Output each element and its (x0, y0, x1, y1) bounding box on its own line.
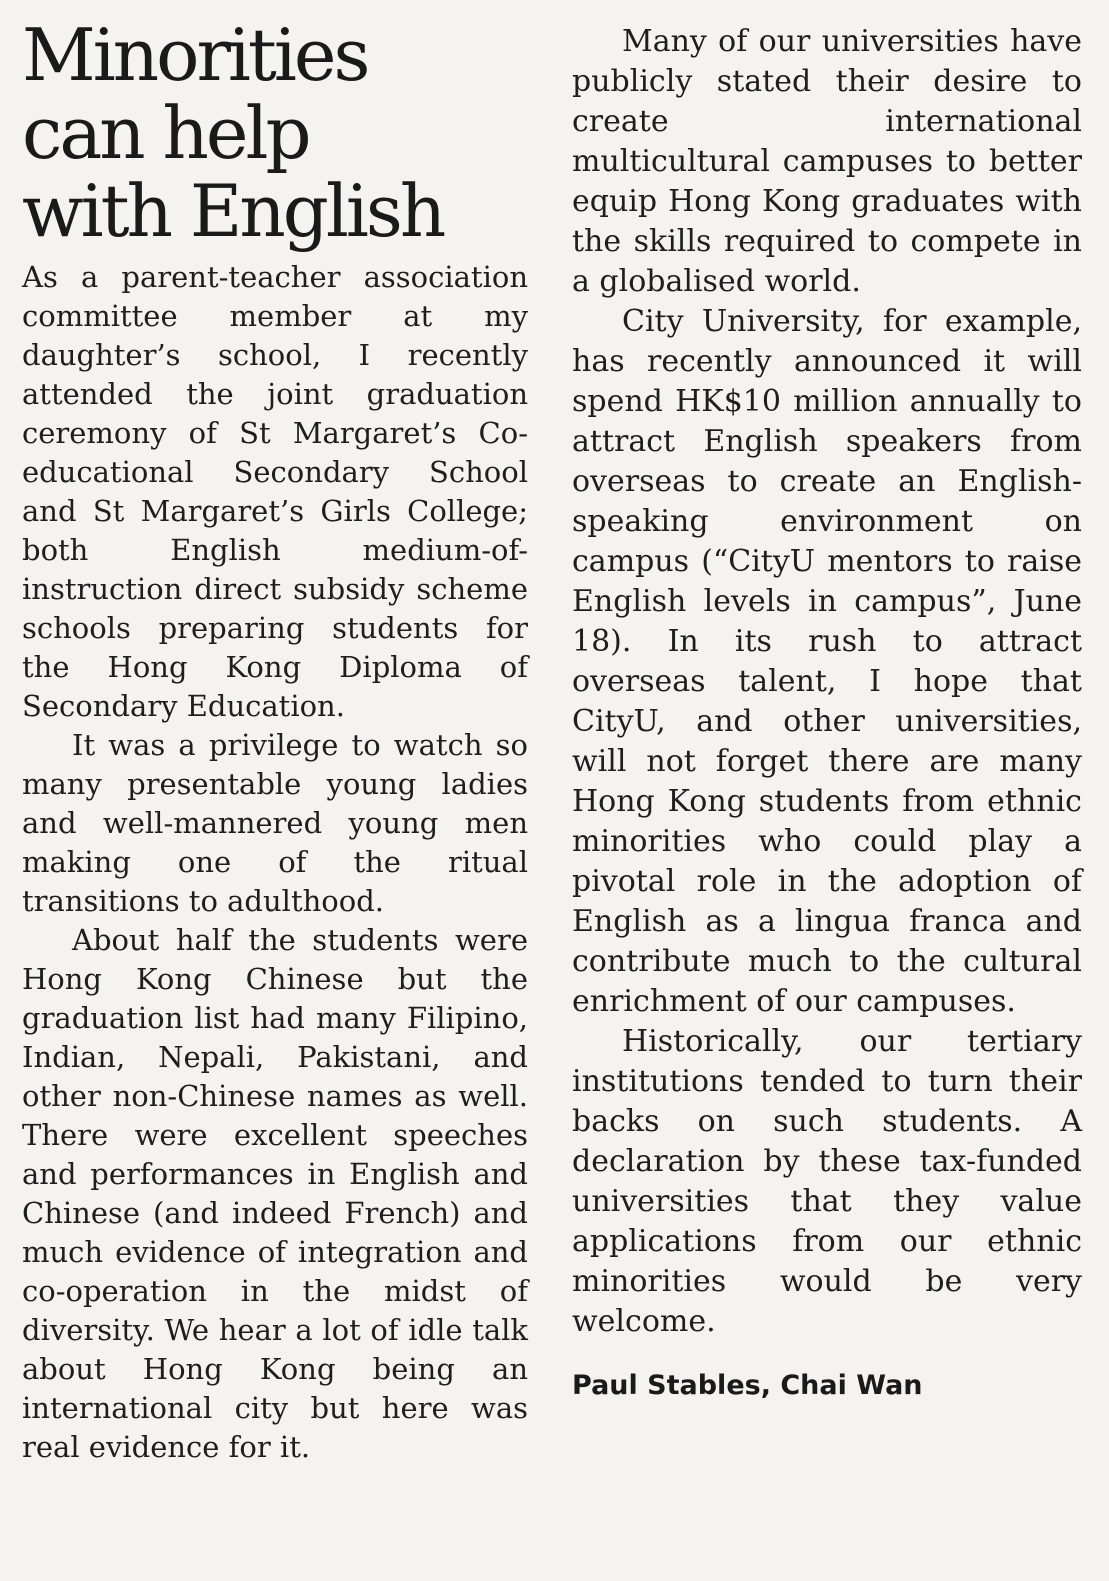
paragraph: Historically, our tertiary institutions tended to turn their backs on such students. A declaration by these tax-funded universities that they value applications from our ethnic minorities would be very welcome. (572, 1024, 1082, 1339)
headline-line: Minorities (22, 13, 368, 97)
paragraph: It was a privilege to watch so many presentable young ladies and well-mannered young men making one of the ritual transitions to adulthood. (22, 728, 528, 918)
left-column (22, 13, 528, 1467)
right-column (572, 22, 1082, 1404)
author-signature: Paul Stables, Chai Wan (572, 1370, 923, 1401)
paragraph: City University, for example, has recently announced it will spend HK$10 million annually to attract English speakers from overseas to create an English-speaking environment on campus (“CityU mentors to raise English levels in campus”, June 18). In its rush to attract overseas talent, I hope that CityU, and other universities, will not forget there are many Hong Kong students from ethnic minorities who could play a pivotal role in the adoption of English as a lingua franca and contribute much to the cultural enrichment of our campuses. (572, 304, 1082, 1019)
paragraph: Many of our universities have publicly stated their desire to create international multicultural campuses to better equip Hong Kong graduates with the skills required to compete in a globalised world. (572, 24, 1082, 299)
headline (22, 13, 528, 253)
headline-line: can help (22, 91, 309, 175)
headline-line: with English (22, 169, 444, 253)
paragraph: As a parent-teacher association committee member at my daughter’s school, I recently attended the joint graduation ceremony of St Margaret’s Co-educational Secondary School and St Margaret’s Girls College; both English medium-of-instruction direct subsidy scheme schools preparing students for the Hong Kong Diploma of Secondary Education. (22, 260, 528, 723)
paragraph: About half the students were Hong Kong Chinese but the graduation list had many Filipino, Indian, Nepali, Pakistani, and other non-Chinese names as well. There were excellent speeches and performances in English and Chinese (and indeed French) and much evidence of integration and co-operation in the midst of diversity. We hear a lot of idle talk about Hong Kong being an international city but here was real evidence for it. (22, 923, 528, 1464)
